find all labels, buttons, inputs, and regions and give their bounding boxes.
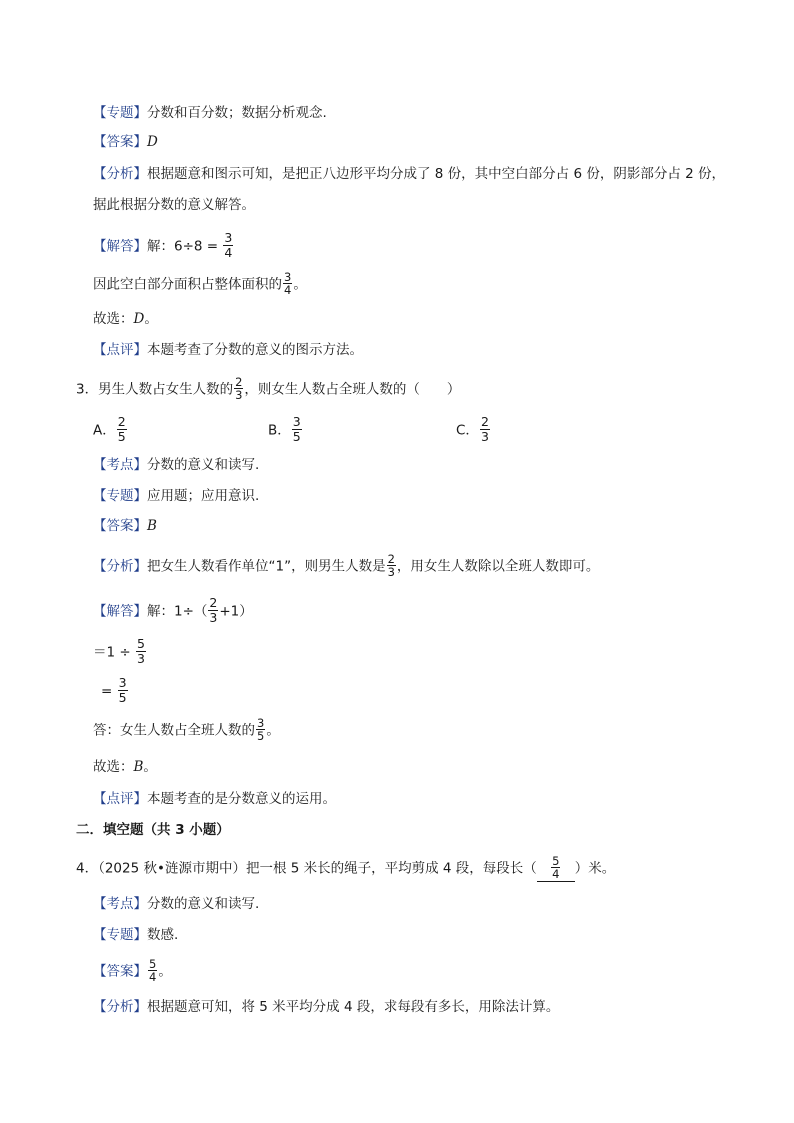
stem-text: ）米。	[574, 860, 616, 877]
tag-analysis: 【分析】	[93, 558, 147, 575]
fraction: $\frac{2}{3}$	[235, 375, 243, 402]
punct: 。	[158, 963, 172, 980]
question-number: 3．	[76, 381, 99, 398]
q3-choice-line	[93, 758, 157, 776]
tag-solution: 【解答】	[93, 238, 147, 255]
fraction: $\frac{3}{5}$	[257, 716, 265, 743]
fraction: $\frac{2}{3}$	[387, 552, 395, 579]
option-label: C．	[456, 422, 479, 439]
point-text: 分数的意义和读写.	[147, 896, 260, 912]
q4-answer-line	[93, 959, 172, 984]
tag-point: 【考点】	[93, 457, 147, 473]
tag-analysis: 【分析】	[93, 999, 147, 1015]
topic-text: 数感.	[147, 927, 179, 943]
fraction: $\frac{5}{3}$	[137, 636, 145, 666]
option-label: B．	[268, 422, 291, 439]
punct: 。	[293, 276, 307, 293]
q3-stem	[76, 377, 460, 402]
q2-analysis-line2	[93, 196, 255, 214]
tag-topic: 【专题】	[93, 488, 147, 504]
analysis-text: 根据题意和图示可知，是把正八边形平均分成了 8 份，其中空白部分占 6 份，阴影部分占 2 份，	[147, 166, 726, 182]
q3-analysis-line	[93, 554, 599, 579]
q3-answer-line	[93, 517, 157, 535]
tag-topic: 【专题】	[93, 927, 147, 943]
analysis-text: 把女生人数看作单位“1”，则男生人数是	[147, 558, 386, 575]
stem-text: ，则女生人数占全班人数的（ ）	[244, 381, 461, 398]
q3-reply-line	[93, 718, 280, 743]
punct: 。	[143, 759, 157, 775]
q3-point-line	[93, 456, 259, 474]
option-a	[93, 416, 128, 445]
tag-point: 【考点】	[93, 896, 147, 912]
tag-topic: 【专题】	[93, 105, 147, 121]
analysis-text: 根据题意可知，将 5 米平均分成 4 段，求每段有多长，用除法计算。	[147, 999, 560, 1015]
analysis-text: ，用女生人数除以全班人数即可。	[396, 558, 600, 575]
choice-label: 故选：	[93, 311, 134, 327]
answer-text: B	[147, 518, 157, 534]
tag-comment: 【点评】	[93, 791, 147, 807]
tag-solution: 【解答】	[93, 603, 147, 620]
tag-answer: 【答案】	[93, 518, 147, 534]
section-heading: 二．填空题（共 3 小题）	[76, 822, 230, 838]
fraction: $\frac{5}{4}$	[552, 854, 560, 881]
q3-step1	[93, 638, 147, 667]
q4-analysis-line	[93, 998, 559, 1016]
tag-answer: 【答案】	[93, 963, 147, 980]
reply-text: 答：女生人数占全班人数的	[93, 722, 255, 739]
step-text: ＝1 ÷	[93, 644, 131, 661]
therefore-text: 因此空白部分面积占整体面积的	[93, 276, 282, 293]
fraction: $\frac{3}{5}$	[292, 414, 301, 444]
q2-solution-line	[93, 232, 234, 261]
q2-comment-line	[93, 341, 363, 359]
q4-point-line	[93, 895, 259, 913]
fraction: $\frac{2}{5}$	[117, 414, 126, 444]
q4-stem	[76, 856, 615, 882]
choice-answer: B	[133, 759, 144, 775]
q2-topic-line	[93, 104, 327, 122]
stem-text: 男生人数占女生人数的	[98, 381, 234, 398]
solution-text: 解：6÷8 =	[147, 238, 219, 255]
choice-answer: D	[133, 311, 145, 327]
topic-text: 分数和百分数；数据分析观念.	[147, 105, 327, 121]
punct: 。	[266, 722, 280, 739]
q2-choice-line	[93, 310, 158, 328]
solution-text: +1）	[219, 603, 253, 620]
q4-topic-line	[93, 926, 178, 944]
answer-text: D	[147, 134, 158, 150]
analysis-text: 据此根据分数的意义解答。	[93, 197, 255, 213]
fraction: $\frac{3}{4}$	[284, 270, 292, 297]
tag-answer: 【答案】	[93, 134, 147, 150]
q2-analysis-line1	[93, 165, 725, 183]
fraction: $\frac{3}{4}$	[224, 230, 233, 260]
option-b	[268, 416, 303, 445]
comment-text: 本题考查的是分数意义的运用。	[147, 791, 336, 807]
fraction: $\frac{5}{4}$	[149, 957, 157, 984]
solution-text: 解：1÷（	[147, 603, 208, 620]
step-text: =	[101, 683, 113, 700]
topic-text: 应用题；应用意识.	[147, 488, 260, 504]
q3-step2	[101, 677, 129, 706]
answer-blank	[537, 856, 575, 882]
fraction: $\frac{3}{5}$	[118, 675, 127, 705]
punct: 。	[144, 311, 158, 327]
choice-label: 故选：	[93, 759, 134, 775]
point-text: 分数的意义和读写.	[147, 457, 260, 473]
q2-therefore-line	[93, 272, 307, 297]
tag-comment: 【点评】	[93, 342, 147, 358]
q3-comment-line	[93, 790, 336, 808]
q2-answer-line	[93, 133, 158, 151]
q3-topic-line	[93, 487, 259, 505]
option-c	[456, 416, 491, 445]
tag-analysis: 【分析】	[93, 166, 147, 182]
comment-text: 本题考查了分数的意义的图示方法。	[147, 342, 363, 358]
fraction: $\frac{2}{3}$	[209, 595, 218, 625]
q3-solution-line	[93, 597, 253, 626]
fraction: $\frac{2}{3}$	[480, 414, 489, 444]
stem-text: （2025 秋•涟源市期中）把一根 5 米长的绳子，平均剪成 4 段，每段长（	[98, 860, 537, 877]
option-label: A．	[93, 422, 116, 439]
question-number: 4．	[76, 860, 99, 877]
